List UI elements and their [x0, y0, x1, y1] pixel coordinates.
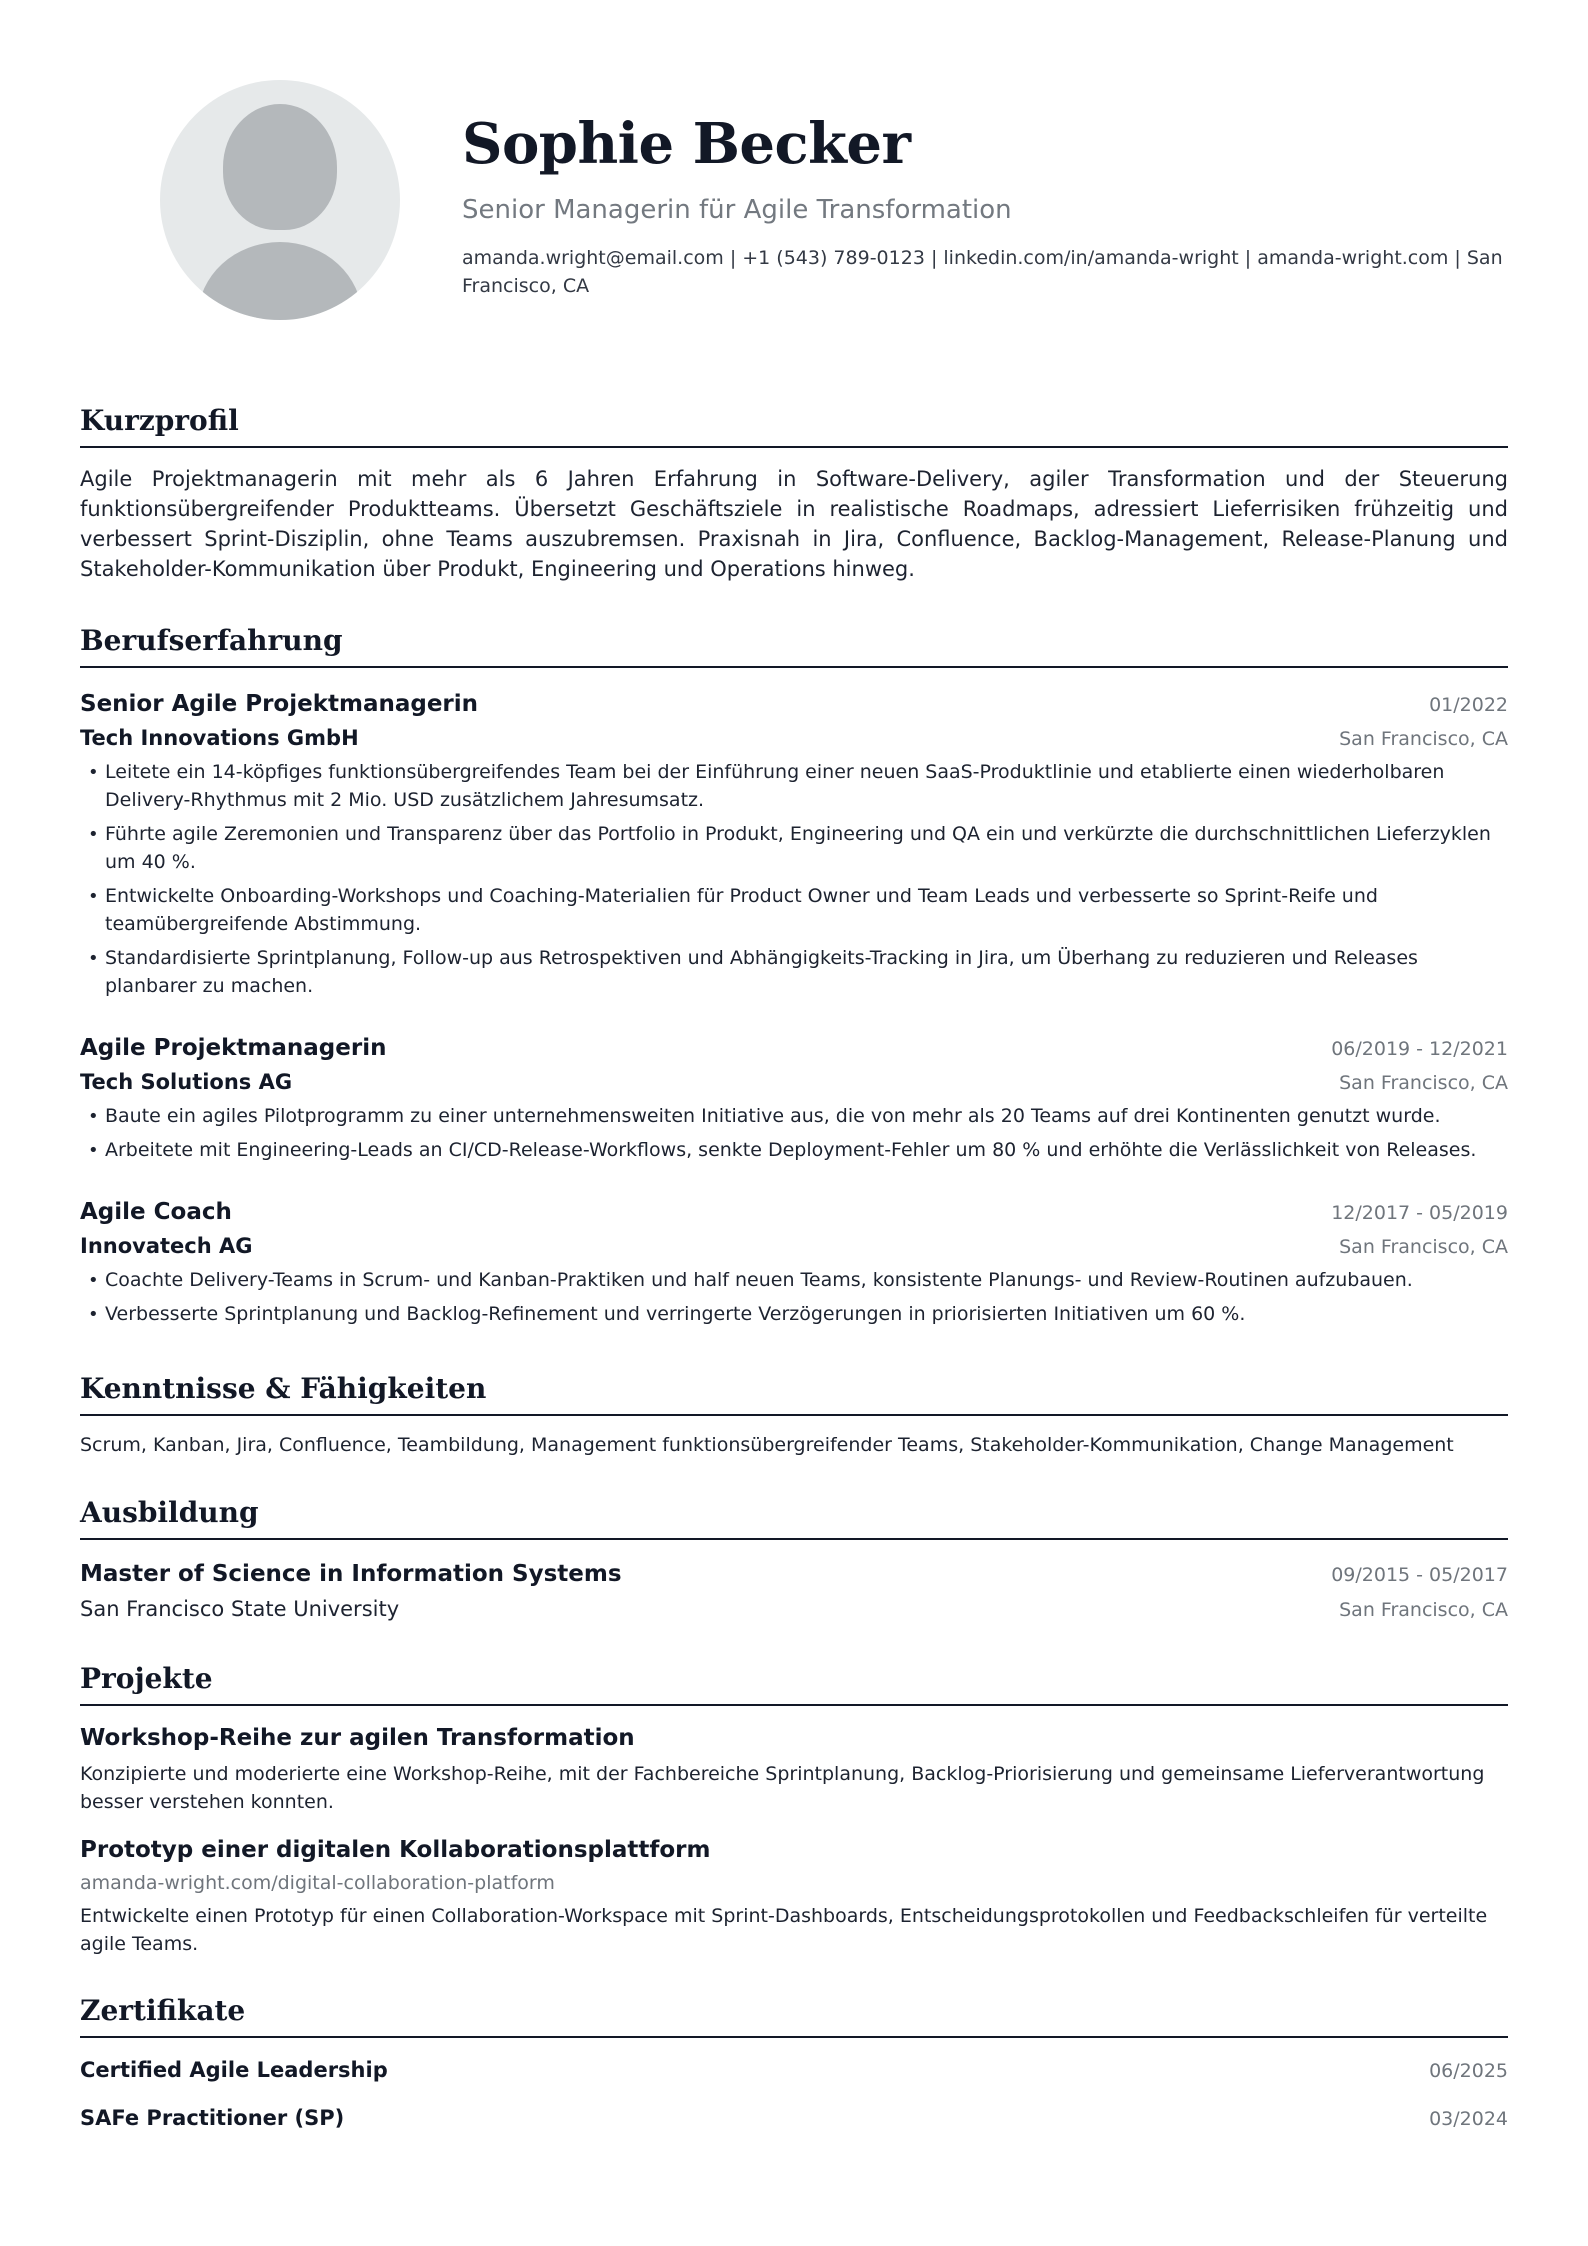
- header-text: [462, 104, 1588, 300]
- resume-header: [80, 0, 1508, 380]
- skills-text: Scrum, Kanban, Jira, Confluence, Teambildung, Management funktionsübergreifender Teams, Stakeholder-Kommunikation, Change Management: [80, 1434, 1454, 1456]
- candidate-name: Sophie Becker: [462, 111, 911, 177]
- job-entry: [80, 1030, 1508, 1164]
- project-entry: [80, 1720, 1508, 1816]
- project-entry: [80, 1832, 1508, 1958]
- certification-date: 06/2025: [1429, 2060, 1508, 2082]
- job-bullet: • Entwickelte Onboarding-Workshops und Coaching-Materialien für Product Owner und Team Leads und verbesserte so Sprint-Reife und teamübergreifende Abstimmung.: [80, 882, 1508, 938]
- job-date: 01/2022: [1429, 694, 1508, 716]
- job-bullets: [80, 1102, 1508, 1164]
- education-location: San Francisco, CA: [1339, 1599, 1508, 1621]
- project-title: Prototyp einer digitalen Kollaborationsplattform: [80, 1837, 711, 1863]
- job-bullet: • Leitete ein 14-köpfiges funktionsübergreifendes Team bei der Einführung einer neuen SaaS-Produktlinie und etablierte einen wiederholbaren Delivery-Rhythmus mit 2 Mio. USD zusätzlichem Jahresumsatz.: [80, 758, 1508, 814]
- job-bullet: • Führte agile Zeremonien und Transparenz über das Portfolio in Produkt, Engineering und QA ein und verkürzte die durchschnittlichen Lieferzyklen um 40 %.: [80, 820, 1508, 876]
- education-date: 09/2015 - 05/2017: [1331, 1564, 1508, 1586]
- certification-entry: [80, 2054, 1508, 2086]
- project-link[interactable]: amanda-wright.com/digital-collaboration-platform: [80, 1872, 555, 1894]
- section-heading-experience: Berufserfahrung: [80, 622, 1508, 668]
- certifications-section: [80, 1992, 1508, 2134]
- avatar-body-shape: [198, 242, 362, 320]
- avatar-head-shape: [223, 104, 337, 230]
- job-location: San Francisco, CA: [1339, 1072, 1508, 1094]
- section-heading-summary: Kurzprofil: [80, 402, 1508, 448]
- job-bullet: • Baute ein agiles Pilotprogramm zu einer unternehmensweiten Initiative aus, die von mehr als 20 Teams auf drei Kontinenten genutzt wurde.: [80, 1102, 1508, 1130]
- contact-line: amanda.wright@email.com | +1 (543) 789-0123 | linkedin.com/in/amanda-wright | amanda-wright.com | San Francisco, CA: [462, 247, 1503, 297]
- section-heading-projects: Projekte: [80, 1660, 1508, 1706]
- job-title: Agile Projektmanagerin: [80, 1035, 387, 1061]
- experience-section: [80, 622, 1508, 1328]
- candidate-title: Senior Managerin für Agile Transformation: [462, 195, 1012, 225]
- avatar: [160, 80, 400, 320]
- job-bullet: • Verbesserte Sprintplanung und Backlog-Refinement und verringerte Verzögerungen in priorisierten Initiativen um 60 %.: [80, 1300, 1508, 1328]
- section-heading-education: Ausbildung: [80, 1494, 1508, 1540]
- section-heading-certifications: Zertifikate: [80, 1992, 1508, 2038]
- job-date: 06/2019 - 12/2021: [1331, 1038, 1508, 1060]
- project-description: Konzipierte und moderierte eine Workshop-Reihe, mit der Fachbereiche Sprintplanung, Backlog-Priorisierung und gemeinsame Lieferverantwortung besser verstehen konnten.: [80, 1763, 1485, 1813]
- certification-name: Certified Agile Leadership: [80, 2058, 388, 2082]
- education-school: San Francisco State University: [80, 1597, 400, 1621]
- job-location: San Francisco, CA: [1339, 1236, 1508, 1258]
- summary-text: Agile Projektmanagerin mit mehr als 6 Jahren Erfahrung in Software-Delivery, agiler Transformation und der Steuerung funktionsübergreifender Produktteams. Übersetzt Geschäftsziele in realistische Roadmaps, adressiert Lieferrisiken frühzeitig und verbessert Sprint-Disziplin, ohne Teams auszubremsen. Praxisnah in Jira, Confluence, Backlog-Management, Release-Planung und Stakeholder-Kommunikation über Produkt, Engineering und Operations hinweg.: [80, 467, 1508, 581]
- project-description: Entwickelte einen Prototyp für einen Collaboration-Workspace mit Sprint-Dashboards, Entscheidungsprotokollen und Feedbackschleifen für verteilte agile Teams.: [80, 1905, 1488, 1955]
- certification-date: 03/2024: [1429, 2108, 1508, 2130]
- job-location: San Francisco, CA: [1339, 728, 1508, 750]
- education-entry: [80, 1556, 1508, 1626]
- project-title: Workshop-Reihe zur agilen Transformation: [80, 1725, 635, 1751]
- job-bullets: [80, 758, 1508, 1000]
- job-company: Innovatech AG: [80, 1234, 253, 1258]
- education-degree: Master of Science in Information Systems: [80, 1561, 622, 1587]
- job-bullet: • Standardisierte Sprintplanung, Follow-up aus Retrospektiven und Abhängigkeits-Tracking in Jira, um Überhang zu reduzieren und Releases planbarer zu machen.: [80, 944, 1508, 1000]
- job-company: Tech Solutions AG: [80, 1070, 293, 1094]
- job-entry: [80, 686, 1508, 1000]
- certification-entry: [80, 2102, 1508, 2134]
- job-title: Senior Agile Projektmanagerin: [80, 691, 479, 717]
- education-section: [80, 1494, 1508, 1626]
- job-bullet: • Arbeitete mit Engineering-Leads an CI/CD-Release-Workflows, senkte Deployment-Fehler um 80 % und erhöhte die Verlässlichkeit von Releases.: [80, 1136, 1508, 1164]
- certification-name: SAFe Practitioner (SP): [80, 2106, 345, 2130]
- skills-section: [80, 1370, 1508, 1460]
- summary-section: [80, 402, 1508, 584]
- projects-section: [80, 1660, 1508, 1958]
- job-bullet: • Coachte Delivery-Teams in Scrum- und Kanban-Praktiken und half neuen Teams, konsistente Planungs- und Review-Routinen aufzubauen.: [80, 1266, 1508, 1294]
- job-date: 12/2017 - 05/2019: [1331, 1202, 1508, 1224]
- job-company: Tech Innovations GmbH: [80, 726, 359, 750]
- job-entry: [80, 1194, 1508, 1328]
- job-bullets: [80, 1266, 1508, 1328]
- job-title: Agile Coach: [80, 1199, 232, 1225]
- section-heading-skills: Kenntnisse & Fähigkeiten: [80, 1370, 1508, 1416]
